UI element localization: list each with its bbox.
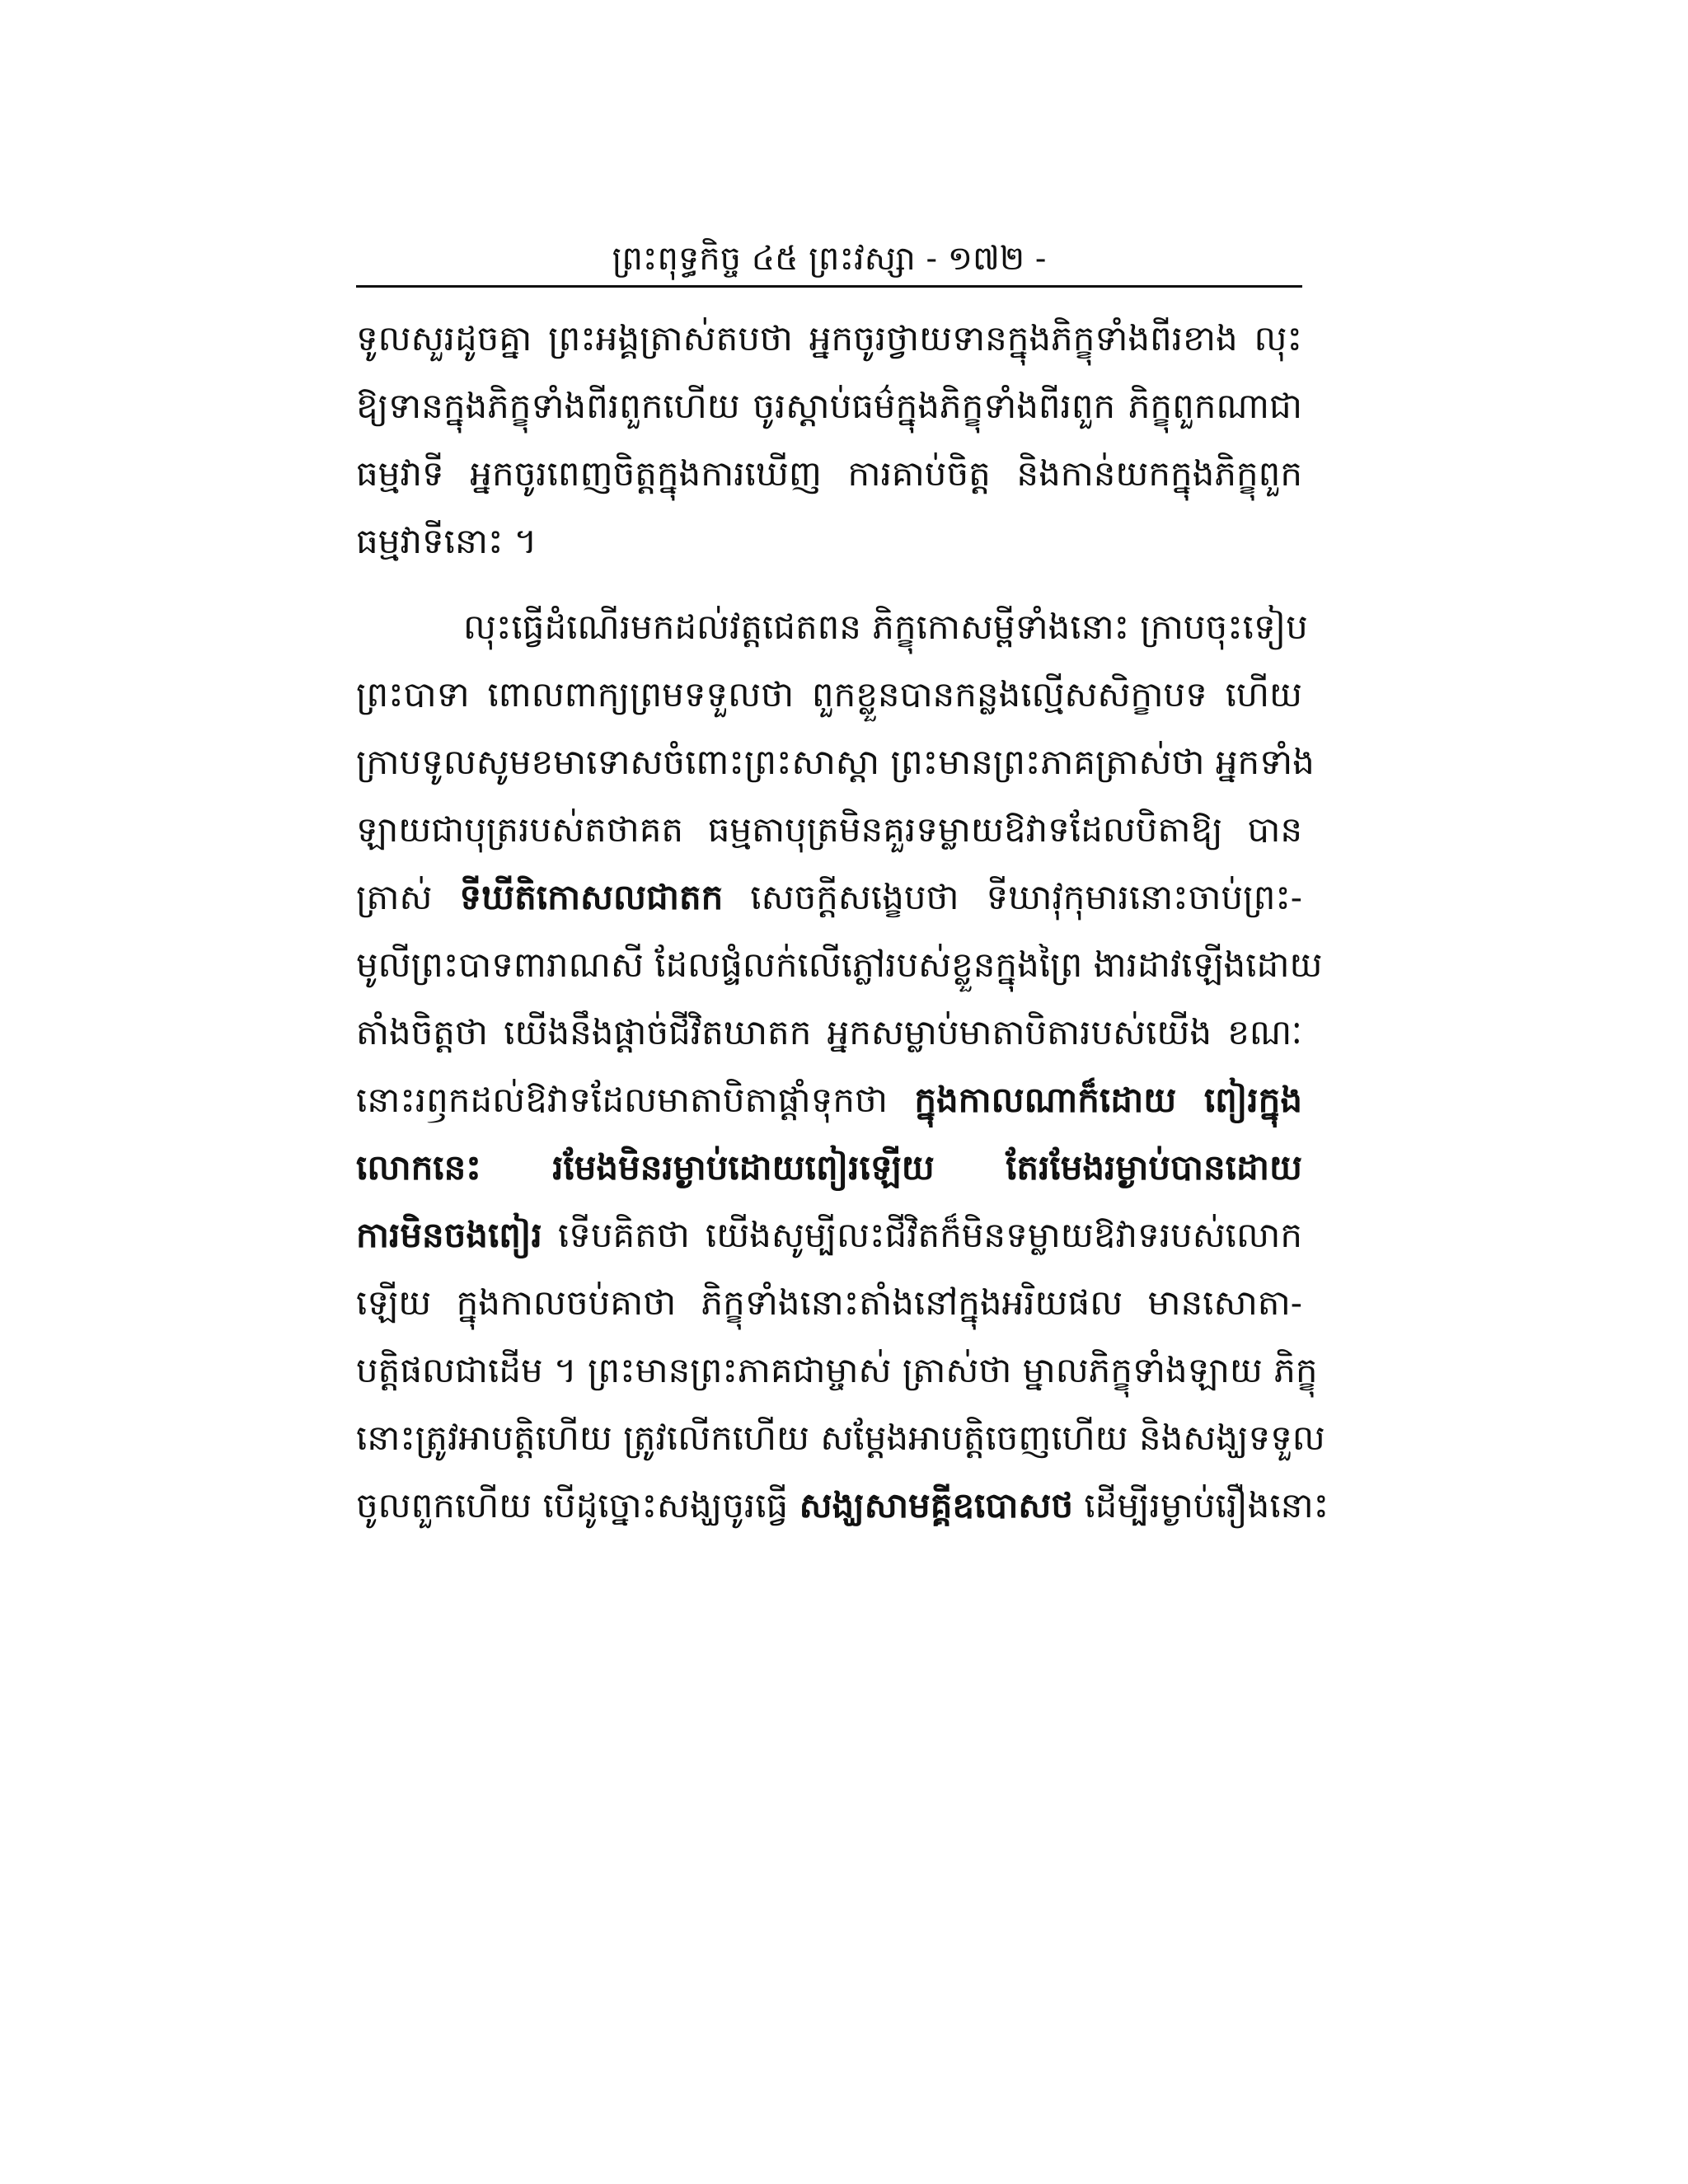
paragraph-line: ឱ្យទានក្នុងភិក្ខុទាំងពីរពួកហើយ ចូរស្តាប់ធម៌ក្នុងភិក្ខុទាំងពីរពួក ភិក្ខុពួកណាជា: [356, 386, 1302, 426]
paragraph-line: ព្រះបាទា ពោលពាក្យព្រមទទួលថា ពួកខ្លួនបានកន្លងល្មើសសិក្ខាបទ ហើយ: [356, 674, 1302, 715]
paragraph-line: បត្តិផលជាដើម ។ ព្រះមានព្រះភាគជាម្ចាស់ ត្រាស់ថា ម្នាលភិក្ខុទាំងឡាយ ភិក្ខុ: [356, 1350, 1318, 1390]
paragraph-line: ក្រាបទូលសូមខមាទោសចំពោះព្រះសាស្តា ព្រះមានព្រះភាគត្រាស់ថា អ្នកទាំង: [356, 742, 1315, 782]
paragraph-line: ទូលសួរដូចគ្នា ព្រះអង្គត្រាស់តបថា អ្នកចូរថ្វាយទានក្នុងភិក្ខុទាំងពីរខាង លុះ: [356, 318, 1302, 359]
paragraph-line: [356, 864, 1302, 931]
line-text: សេចក្តីសង្ខេបថា ទីឃាវុកុមារនោះចាប់ព្រះ-: [723, 877, 1302, 917]
paragraph-line: ឡើយ ក្នុងកាលចប់គាថា ភិក្ខុទាំងនោះតាំងនៅក្នុងអរិយផល មានសោតា-: [356, 1282, 1302, 1323]
paragraph-2: [356, 593, 1329, 1540]
jataka-title: ទីឃីតិកោសលជាតក: [459, 877, 724, 917]
paragraph-line: ធម្មវាទីនោះ ។: [356, 521, 537, 561]
paragraph-1: [356, 305, 1302, 575]
paragraph-line: [356, 1202, 1302, 1269]
paragraph-line: [356, 1472, 1329, 1540]
paragraph-line: នោះត្រូវអាបត្តិហើយ ត្រូវលើកហើយ សម្តែងអាបត្តិចេញហើយ និងសង្ឃទទួល: [356, 1418, 1325, 1458]
paragraph-line: ធម្មវាទី អ្នកចូរពេញចិត្តក្នុងការឃើញ ការគាប់ចិត្ត និងកាន់យកក្នុងភិក្ខុពួក: [356, 453, 1302, 494]
quoted-teaching: លោកនេះ រមែងមិនរម្ងាប់ដោយពៀរឡើយ តែរមែងរម្ងាប់បានដោយ: [356, 1147, 1302, 1188]
line-text: នោះរឭកដល់ឱវាទដែលមាតាបិតាផ្តាំទុកថា: [356, 1080, 915, 1120]
body-text: [356, 305, 1329, 1540]
line-text: ត្រាស់: [356, 877, 460, 917]
header-rule: [356, 285, 1302, 288]
line-text: ចូលពួកហើយ បើដូច្នោះសង្ឃចូរធ្វើ: [356, 1485, 799, 1526]
paragraph-line: ឡាយជាបុត្ររបស់តថាគត ធម្មតាបុត្រមិនគួរទម្លាយឱវាទដែលបិតាឱ្យ បាន: [356, 809, 1302, 850]
ceremony-name: សង្ឃសាមគ្គីឧបោសថ: [799, 1485, 1073, 1526]
paragraph-line: [356, 1066, 1302, 1134]
line-text: ដើម្បីរម្ងាប់រឿងនោះ: [1073, 1485, 1329, 1526]
quoted-teaching: ការមិនចងពៀរ: [356, 1215, 542, 1255]
paragraph-line: លុះធ្វើដំណើរមកដល់វត្តជេតពន ភិក្ខុកោសម្ពីទាំងនោះ ក្រាបចុះទៀប: [463, 607, 1308, 647]
paragraph-gap: [356, 575, 1302, 593]
paragraph-line: តាំងចិត្តថា យើងនឹងផ្តាច់ជីវិតឃាតក អ្នកសម្លាប់មាតាបិតារបស់យើង ខណៈ: [356, 1012, 1302, 1052]
line-text: ទើបគិតថា យើងសូម្បីលះជីវិតក៏មិនទម្លាយឱវាទរបស់លោក: [542, 1215, 1302, 1255]
paragraph-line: មូលីព្រះបាទពារាណសី ដែលផ្ទំលក់លើភ្លៅរបស់ខ្លួនក្នុងព្រៃ ងារដាវឡើងដោយ: [356, 944, 1323, 985]
quoted-teaching: ក្នុងកាលណាក៏ដោយ ពៀរក្នុង: [914, 1080, 1302, 1120]
running-header: ព្រះពុទ្ធកិច្ច ៤៥ ព្រះវស្សា - ១៧២ -: [612, 240, 1047, 278]
